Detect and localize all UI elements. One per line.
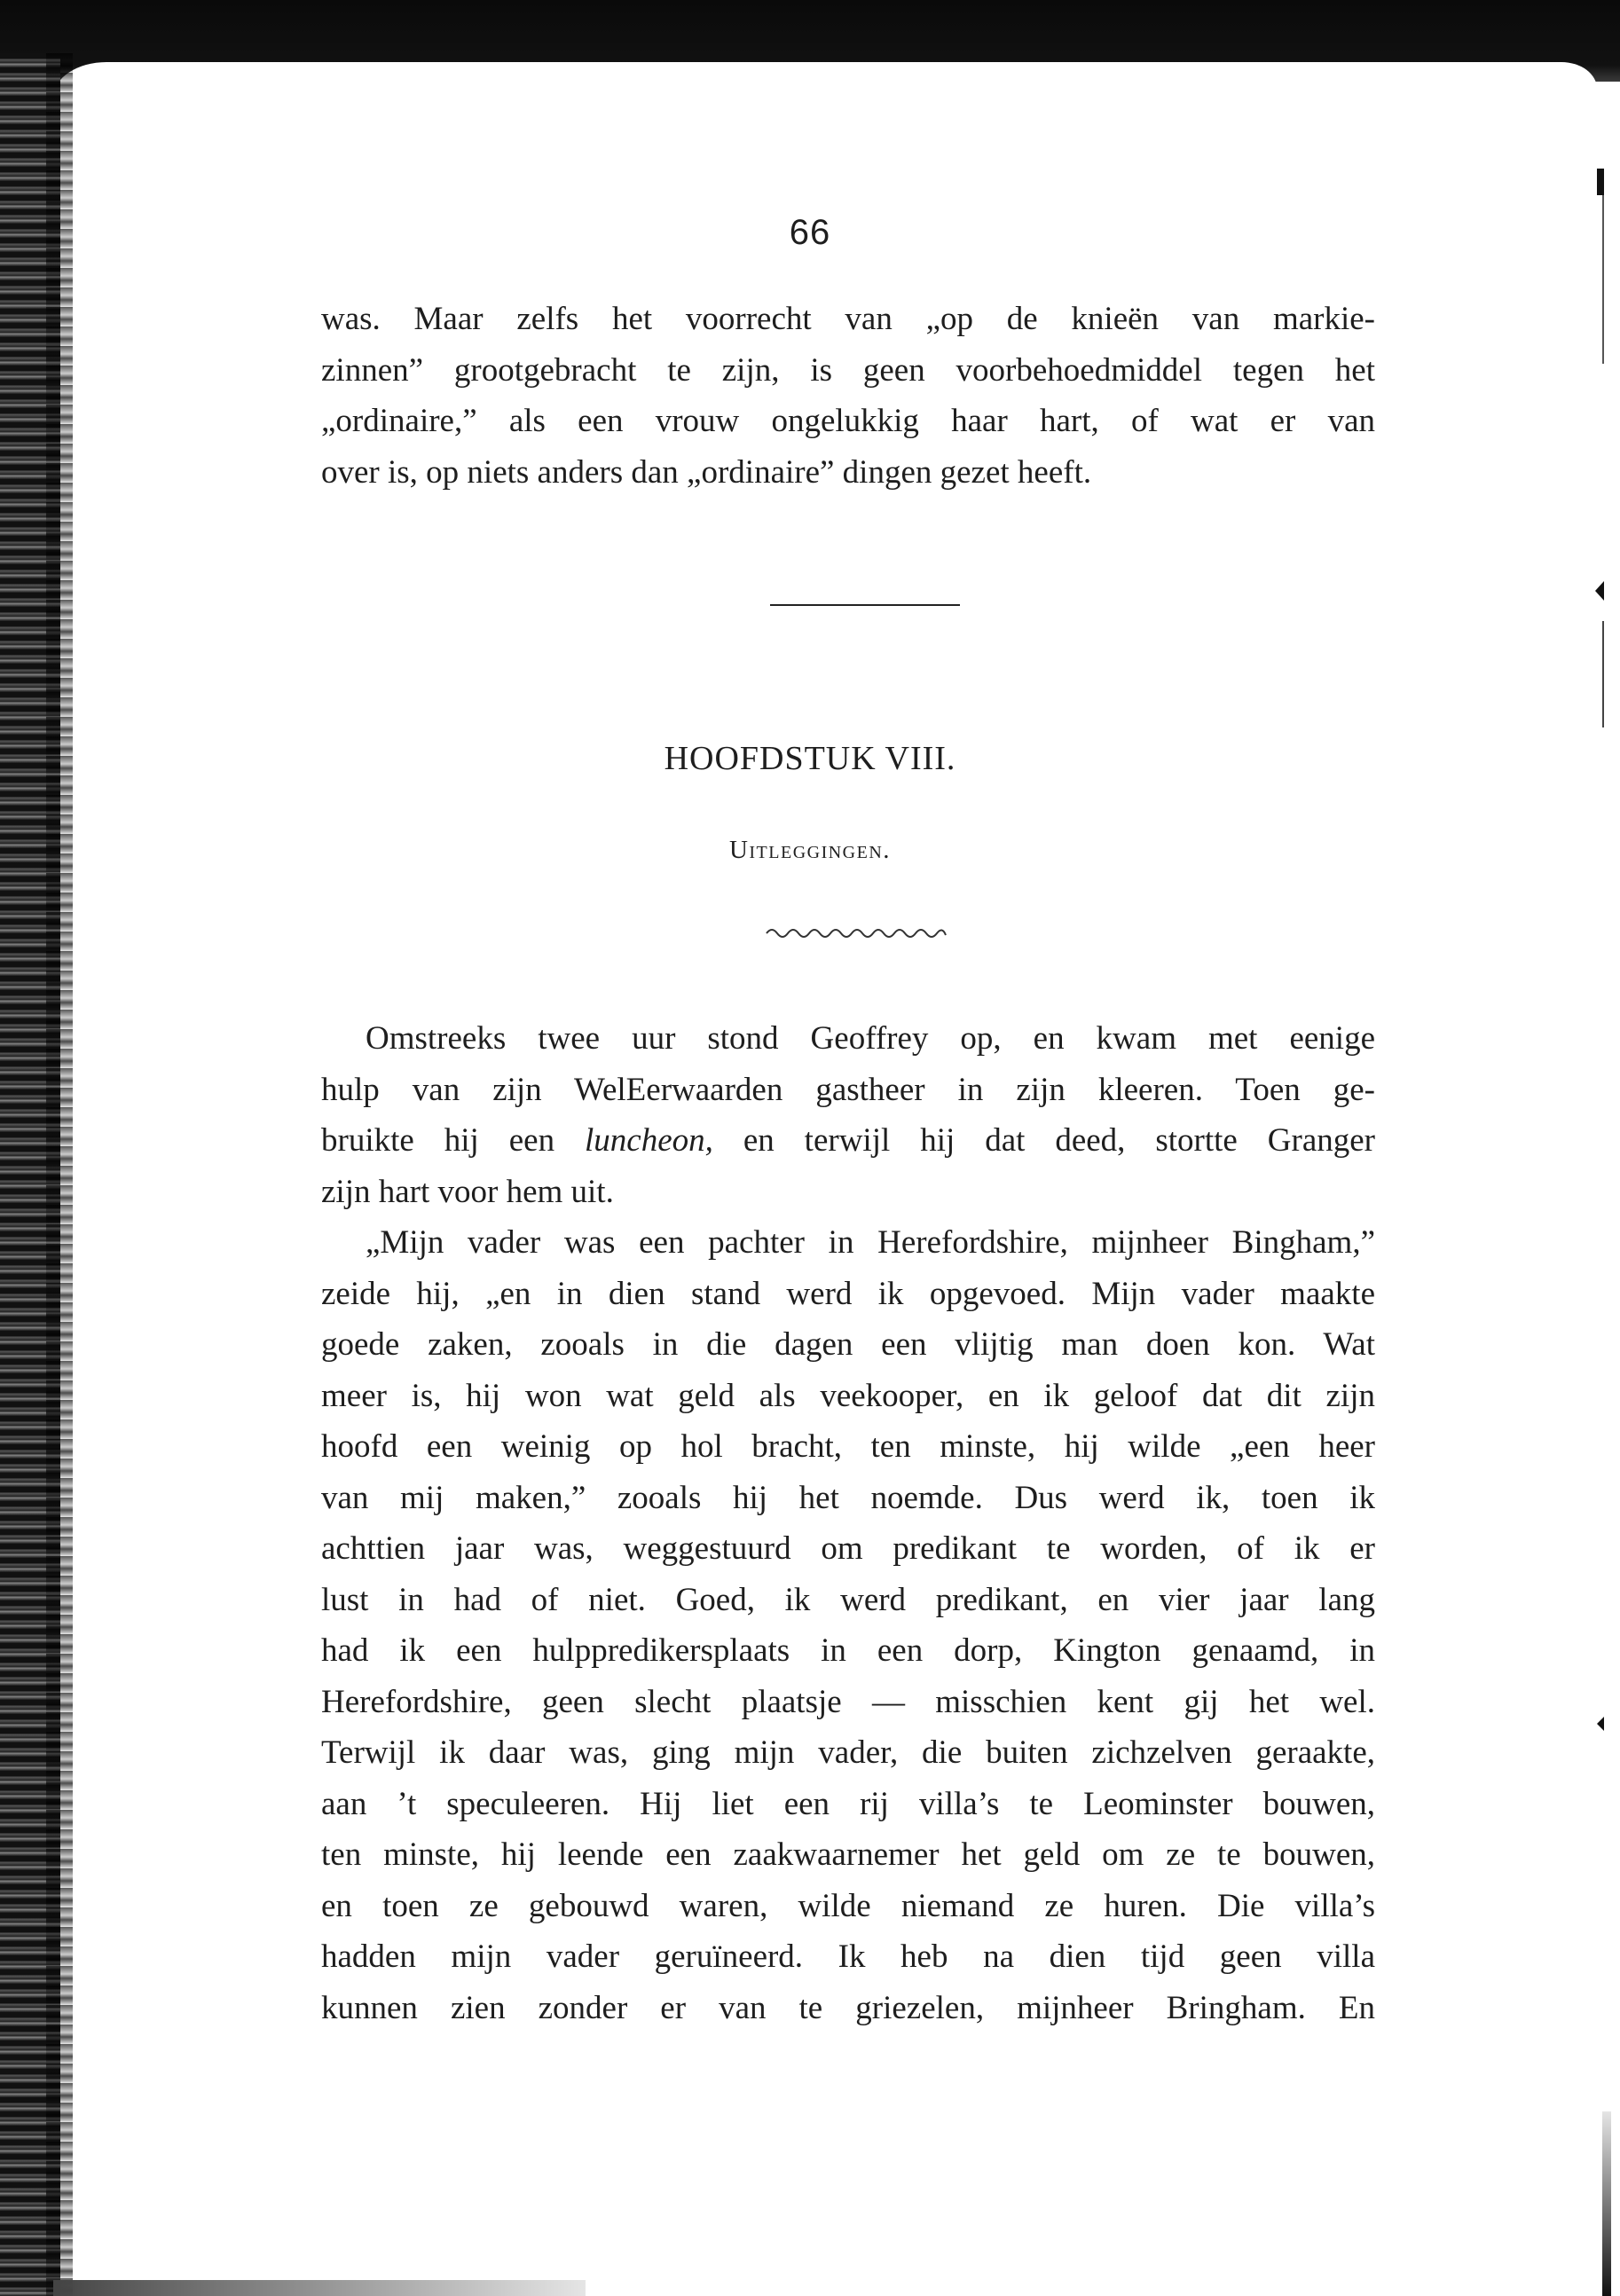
text-line: kunnen zien zonder er van te griezelen, mijnheer Bringham. En [321,1989,1375,2026]
text-line: zijn hart voor hem uit. [321,1173,614,1210]
text-line: was. Maar zelfs het voorrecht van „op de knieën van markie- [321,301,1375,337]
text-line [321,1115,1375,1167]
text-line: Herefordshire, geen slecht plaatsje — misschien kent gij het wel. [321,1683,1375,1720]
text-line: zinnen” grootgebracht te zijn, is geen voorbehoedmiddel tegen het [321,351,1375,389]
scan-edge-mark [1597,1717,1604,1731]
text-segment: bruikte hij een [321,1122,586,1159]
text-line: en toen ze gebouwd waren, wilde niemand ze huren. Die villa’s [321,1887,1375,1924]
text-line: achttien jaar was, weggestuurd om predikant te worden, of ik er [321,1530,1375,1567]
scan-bottom-edge [53,2280,586,2296]
opening-paragraph [321,294,1375,498]
paragraph-1 [321,1013,1375,1217]
text-line: Omstreeks twee uur stond Geoffrey op, en kwam met eenige [366,1020,1375,1057]
text-line: „Mijn vader was een pachter in Herefordshire, mijnheer Bingham,” [366,1224,1375,1261]
scan-binding-shadow [46,53,73,2296]
wavy-ornament-icon [765,924,948,946]
text-line: Terwijl ik daar was, ging mijn vader, die buiten zichzelven geraakte, [321,1734,1375,1771]
page-top-curve [53,62,1597,115]
scan-edge-mark [1602,2111,1611,2296]
section-divider-rule [770,604,960,606]
text-line: zeide hij, „en in dien stand werd ik opgevoed. Mijn vader maakte [321,1275,1375,1312]
text-line: „ordinaire,” als een vrouw ongelukkig haar hart, of wat er van [321,403,1375,439]
text-line: lust in had of niet. Goed, ik werd predikant, en vier jaar lang [321,1581,1375,1618]
text-line: hoofd een weinig op hol bracht, ten minste, hij wilde „een heer [321,1428,1375,1465]
text-line: meer is, hij won wat geld als veekooper, en ik geloof dat dit zijn [321,1377,1375,1414]
chapter-subtitle: Uitleggingen. [728,836,892,864]
page-number: 66 [789,213,831,252]
text-line: had ik een hulppredikersplaats in een dorp, Kington genaamd, in [321,1632,1375,1669]
text-line: goede zaken, zooals in die dagen een vlijtig man doen kon. Wat [321,1326,1375,1363]
text-line: ten minste, hij leende een zaakwaarnemer het geld om ze te bouwen, [321,1836,1375,1873]
italic-word: luncheon, [585,1122,713,1159]
paragraph-2 [321,1217,1375,2033]
text-segment: en terwijl hij dat deed, stortte Granger [712,1122,1375,1159]
text-line: over is, op niets anders dan „ordinaire” dingen gezet heeft. [321,453,1092,491]
scan-edge-mark [1597,169,1604,195]
chapter-title: HOOFDSTUK VIII. [664,740,956,777]
scan-edge-mark [1602,621,1604,727]
text-line: hadden mijn vader geruïneerd. Ik heb na dien tijd geen villa [321,1938,1375,1975]
text-line: aan ’t speculeeren. Hij liet een rij villa’s te Leominster bouwen, [321,1785,1375,1822]
text-line: van mij maken,” zooals hij het noemde. Dus werd ik, toen ik [321,1479,1375,1516]
scan-edge-mark [1595,581,1604,601]
text-line: hulp van zijn WelEerwaarden gastheer in zijn kleeren. Toen ge- [321,1071,1375,1108]
